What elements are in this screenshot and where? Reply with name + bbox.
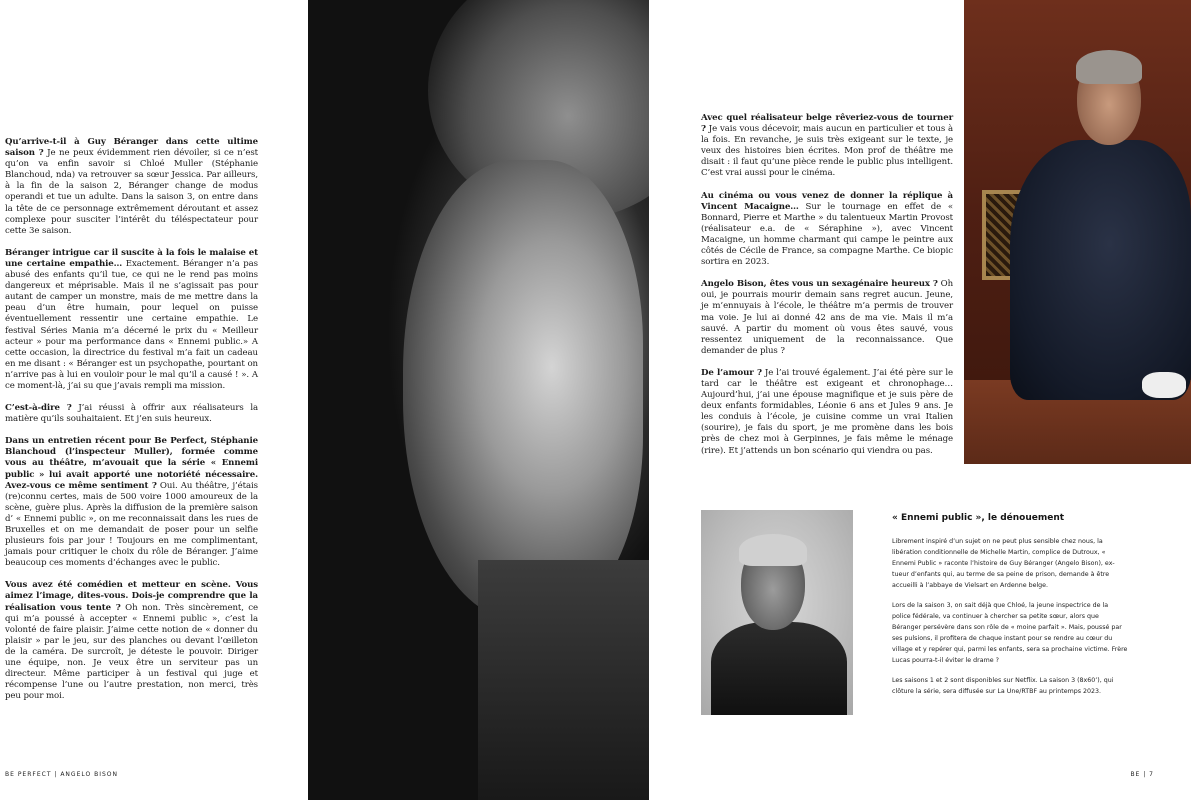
seated-actor-photo — [964, 0, 1191, 464]
small-portrait-photo — [701, 510, 853, 715]
question: Vous avez été comédien et metteur en scène. Vous aimez l’image, dites-vous. Dois-je comprendre que la réalisation vous tente ? — [5, 580, 258, 613]
paragraph — [5, 580, 258, 702]
paragraph — [701, 279, 953, 357]
paragraph — [5, 137, 258, 237]
question: C’est-à-dire ? — [5, 403, 72, 414]
question: Avec quel réalisateur belge rêveriez-vous de tourner ? — [701, 113, 953, 135]
question: Béranger intrigue car il suscite à la fois le malaise et une certaine empathie… — [5, 247, 258, 269]
question: Dans un entretien récent pour Be Perfect, Stéphanie Blanchoud (l’inspecteur Muller), formée comme vous au théâtre, m’avouait que la série « Ennemi public » lui avait apporté une notoriété nécessaire. Avez-vous ce même sentiment ? — [5, 436, 258, 491]
paragraph — [5, 248, 258, 392]
sidebar-paragraph: Les saisons 1 et 2 sont disponibles sur Netflix. La saison 3 (8x60’), qui clôture la série, sera diffusée sur La Une/RTBF au printemps 2023. — [892, 677, 1114, 695]
answer: Je vais vous décevoir, mais aucun en particulier et tous à la fois. En revanche, je suis très exigeant sur le texte, je veux des histoires bien écrites. Mon prof de théâtre me disait : il faut qu’une pièce rende le public plus intelligent. C’est vrai aussi pour le cinéma. — [701, 124, 953, 179]
paragraph — [5, 403, 258, 425]
photo-jacket-shape — [711, 622, 847, 715]
answer: Sur le tournage en effet de « Bonnard, Pierre et Marthe » du talentueux Martin Provost (réalisateur e.a. de « Séraphine »), avec Vincent Macaigne, un homme charmant qui campe le peintre aux côtés de Cécile de France, sa compagne Marthe. Ce biopic sortira en 2023. — [701, 201, 953, 268]
left-text-column — [5, 137, 258, 713]
question: Angelo Bison, êtes vous un sexagénaire heureux ? — [701, 279, 938, 290]
photo-shoe-shape — [1142, 372, 1186, 398]
footer-page-number: BE | 7 — [1130, 771, 1154, 778]
answer: J’ai réussi à offrir aux réalisateurs la matière qu’ils souhaitaient. Et j’en suis heureux. — [5, 403, 258, 425]
sidebar-title: « Ennemi public », le dénouement — [892, 513, 1065, 523]
photo-hair-shape — [739, 534, 807, 566]
paragraph — [701, 368, 953, 457]
answer: Exactement. Béranger n’a pas abusé des enfants qu’il tue, ce qui ne le rend pas moins dangereux et méprisable. Mais il ne s’agissait pas pour autant de camper un monstre, mais de me mettre dans la peau d’un être humain, pour lequel on puisse éventuellement ressentir une certaine empathie. Le festival Séries Mania m’a décerné le prix du « Meilleur acteur » pour ma performance dans « Ennemi public.» A cette occasion, la directrice du festival m’a fait un cadeau en me disant : « Béranger est un psychopathe, pourtant on n’arrive pas à lui en vouloir pour le mal qu’il a causé ! ». A ce moment-là, j’ai su que j’avais rempli ma mission. — [5, 258, 258, 391]
question: Au cinéma ou vous venez de donner la réplique à Vincent Macaigne… — [701, 190, 953, 212]
photo-body-shape — [1010, 140, 1191, 400]
footer-left: BE PERFECT | ANGELO BISON — [5, 771, 119, 778]
paragraph — [701, 113, 953, 180]
paragraph — [701, 191, 953, 269]
paragraph — [5, 436, 258, 569]
answer: Oui. Au théâtre, j’étais (re)connu certes, mais de 500 voire 1000 amoureux de la scène, guère plus. Après la diffusion de la première saison d’ « Ennemi public », on me reconnaissait dans les rues de Bruxelles et on me demandait de poser pour un selfie plusieurs fois par jour ! Toujours en me complimentant, jamais pour critiquer le choix du rôle de Béranger. J’aime beaucoup ces moments d’échanges avec le public. — [5, 480, 258, 569]
sidebar-paragraph: Librement inspiré d’un sujet on ne peut plus sensible chez nous, la libération conditionnelle de Michelle Martin, complice de Dutroux, « Ennemi Public » raconte l’histoire de Guy Béranger (Angelo Bison), ex- tueur d’enfants qui, au terme de sa peine de prison, demande à être accueilli à l’abbaye de Vielsart en Ardenne belge. — [892, 538, 1115, 589]
answer: Oh oui, je pourrais mourir demain sans regret aucun. Jeune, je m’ennuyais à l’école, le théâtre m’a permis de trouver ma voie. Je lui ai donné 42 ans de ma vie. Mais il m’a sauvé. A partir du moment où vous êtes sauvé, vous ressentez uniquement de la reconnaissance. Que demander de plus ? — [701, 279, 953, 356]
answer: Je ne peux évidemment rien dévoiler, si ce n’est qu’on va enfin savoir si Chloé Muller (Stéphanie Blanchoud, nda) va retrouver sa sœur Jessica. Par ailleurs, à la fin de la saison 2, Béranger change de modus operandi et tue un adulte. Dans la saison 3, on entre dans la tête de ce personnage extrêmement déroutant et assez complexe pour susciter l’intérêt du téléspectateur pour cette 3e saison. — [5, 148, 258, 236]
photo-neck-shape — [478, 560, 649, 800]
answer: Je l’ai trouvé également. J’ai été père sur le tard car le théâtre est exigeant et chronophage… Aujourd’hui, j’ai une épouse magnifique et je suis père de deux enfants formidables, Léonie 6 ans et Jules 9 ans. Je les conduis à l’école, je cuisine comme un vrai Italien (sourire), je fais du sport, je me promène dans les bois près de chez moi à Gerpinnes, je fais même le ménage (rire). Et j’attends un bon scénario qui viendra ou pas. — [701, 367, 953, 456]
photo-hair-shape — [1076, 50, 1142, 84]
profile-portrait-photo — [308, 0, 649, 800]
photo-face-shape — [403, 160, 643, 620]
question: Qu’arrive-t-il à Guy Béranger dans cette ultime saison ? — [5, 137, 258, 159]
question: De l’amour ? — [701, 367, 762, 378]
sidebar-paragraph: Lors de la saison 3, on sait déjà que Chloé, la jeune inspectrice de la police fédérale, va continuer à chercher sa petite sœur, alors que Béranger persévère dans son rôle de « moine parfait ». Mais, poussé par ses pulsions, il profitera de chaque instant pour se rendre au cœur du village et y repérer qui, parmi les enfants, sera sa prochaine victime. Frère Lucas pourra-t-il éviter le drame ? — [892, 602, 1128, 664]
answer: Oh non. Très sincèrement, ce qui m’a poussé à accepter « Ennemi public », c’est la volonté de faire plaisir. J’aime cette notion de « donner du plaisir » par le jeu, sur des planches ou devant l’œilleton de la caméra. De surcroît, je déteste le pouvoir. Diriger une équipe, non. Je veux être un serviteur pas un directeur. Même participer à un festival qui juge et récompense l’une ou l’autre prestation, non merci, très peu pour moi. — [5, 602, 259, 702]
sidebar-box — [892, 513, 1128, 706]
right-text-column — [701, 113, 953, 468]
